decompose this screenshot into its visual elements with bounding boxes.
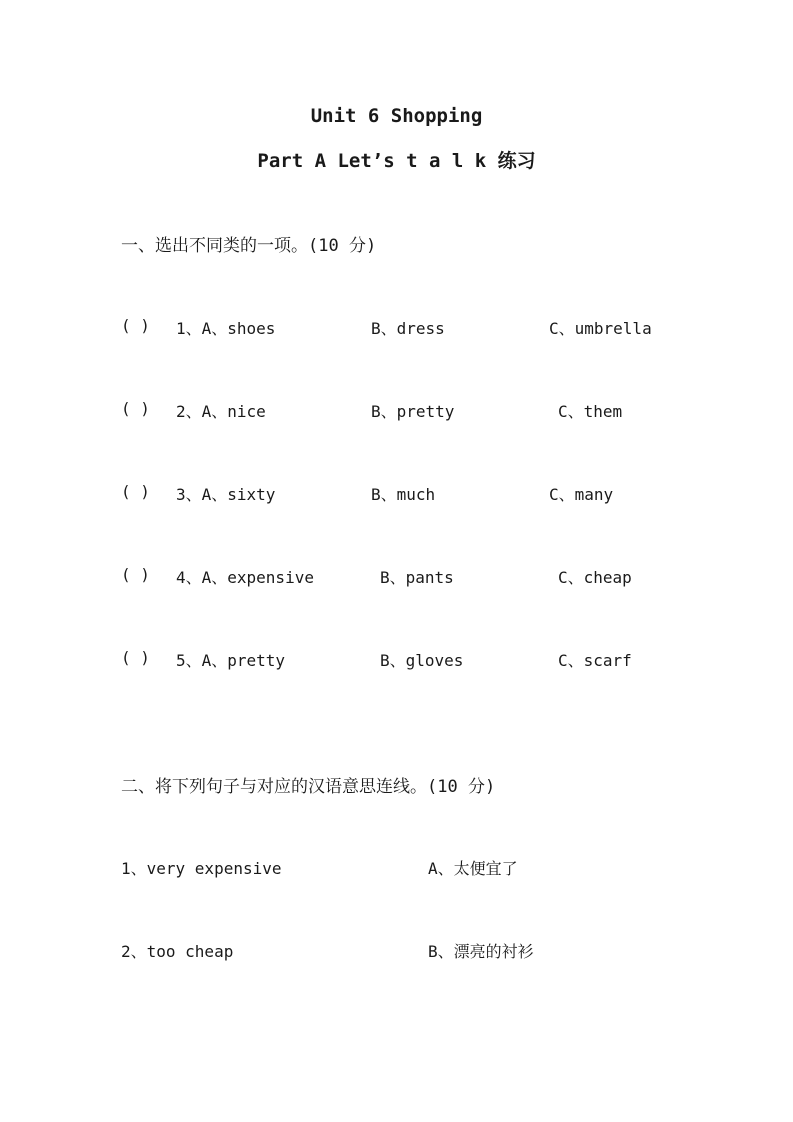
unit-title: Unit 6 Shopping (310, 105, 483, 127)
section-1-heading: 一、选出不同类的一项。(10 分) (121, 236, 377, 256)
option-c: C、cheap (558, 568, 632, 587)
answer-blank[interactable]: ( ) (121, 316, 150, 335)
option-b: B、gloves (380, 651, 464, 670)
match-right-item: A、太便宜了 (428, 859, 518, 878)
match-right-item: B、漂亮的衬衫 (428, 942, 534, 961)
option-a: 2、A、nice (176, 402, 266, 421)
option-b: B、much (371, 485, 436, 504)
option-c: C、umbrella (549, 319, 652, 338)
match-left-item: 2、too cheap (121, 942, 234, 961)
answer-blank[interactable]: ( ) (121, 399, 150, 418)
option-a: 5、A、pretty (176, 651, 286, 670)
answer-blank[interactable]: ( ) (121, 648, 150, 667)
answer-blank[interactable]: ( ) (121, 565, 150, 584)
option-b: B、dress (371, 319, 445, 338)
option-c: C、them (558, 402, 623, 421)
section-2-heading: 二、将下列句子与对应的汉语意思连线。(10 分) (121, 777, 496, 797)
match-left-item: 1、very expensive (121, 859, 282, 878)
option-a: 1、A、shoes (176, 319, 276, 338)
option-c: C、many (549, 485, 614, 504)
option-b: B、pretty (371, 402, 455, 421)
option-c: C、scarf (558, 651, 632, 670)
option-b: B、pants (380, 568, 454, 587)
answer-blank[interactable]: ( ) (121, 482, 150, 501)
option-a: 4、A、expensive (176, 568, 314, 587)
lesson-subtitle: Part A Let’s t a l k 练习 (257, 150, 536, 172)
option-a: 3、A、sixty (176, 485, 276, 504)
